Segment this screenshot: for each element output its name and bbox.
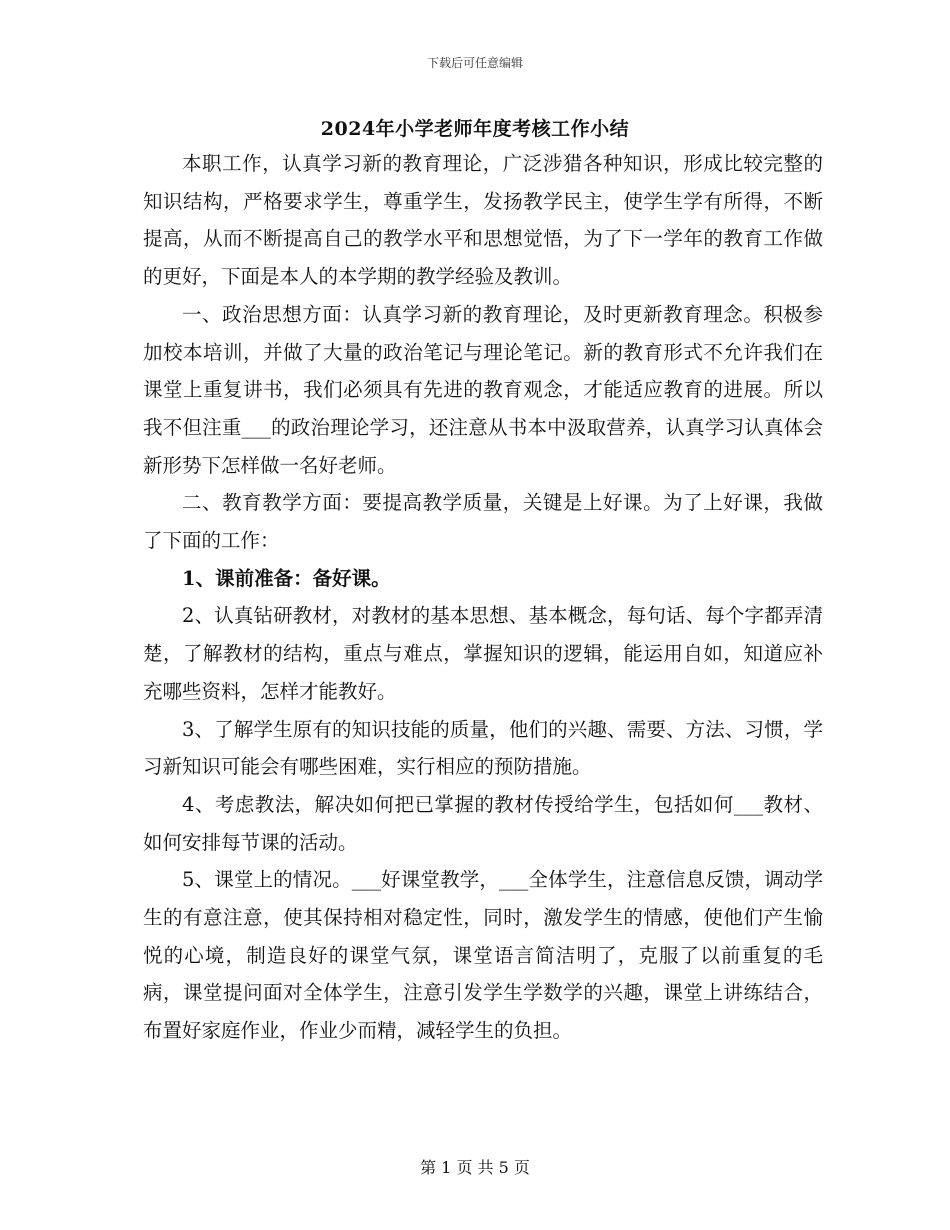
paragraph-political: 一、政治思想方面：认真学习新的教育理论，及时更新教育理念。积极参加校本培训，并做了大量的政治笔记与理论笔记。新的教育形式不允许我们在课堂上重复讲书，我们必须具有先进的教育观念，才能适应教育的进展。所以我不但注重___的政治理论学习，还注意从书本中汲取营养，认真学习认真体会新形势下怎样做一名好老师。 [143, 302, 823, 477]
paragraph-heading-preparation: 1、课前准备：备好课。 [182, 566, 391, 590]
paragraph-item-2: 2、认真钻研教材，对教材的基本思想、基本概念，每句话、每个字都弄清楚，了解教材的结构，重点与难点，掌握知识的逻辑，能运用自如，知道应补充哪些资料，怎样才能教好。 [143, 604, 823, 703]
paragraph-item-3: 3、了解学生原有的知识技能的质量，他们的兴趣、需要、方法、习惯，学习新知识可能会有哪些困难，实行相应的预防措施。 [143, 717, 823, 779]
paragraph-item-4: 4、考虑教法，解决如何把已掌握的教材传授给学生，包括如何___教材、如何安排每节课的活动。 [143, 792, 823, 854]
paragraph-teaching: 二、教育教学方面：要提高教学质量，关键是上好课。为了上好课，我做了下面的工作： [143, 491, 823, 553]
paragraph-intro: 本职工作，认真学习新的教育理论，广泛涉猎各种知识，形成比较完整的知识结构，严格要求学生，尊重学生，发扬教学民主，使学生学有所得，不断提高，从而不断提高自己的教学水平和思想觉悟，为了下一学年的教育工作做的更好，下面是本人的本学期的教学经验及教训。 [143, 152, 823, 289]
document-body [143, 145, 823, 1050]
page-number: 第 1 页 共 5 页 [420, 1158, 530, 1177]
page-header: 下载后可任意编辑 [426, 56, 523, 70]
paragraph-item-5: 5、课堂上的情况。___好课堂教学，___全体学生，注意信息反馈，调动学生的有意注意，使其保持相对稳定性，同时，激发学生的情感，使他们产生愉悦的心境，制造良好的课堂气氛，课堂语言简洁明了，克服了以前重复的毛病，课堂提问面对全体学生，注意引发学生学数学的兴趣，课堂上讲练结合，布置好家庭作业，作业少而精，减轻学生的负担。 [143, 868, 823, 1043]
document-title: 2024年小学老师年度考核工作小结 [320, 118, 630, 140]
